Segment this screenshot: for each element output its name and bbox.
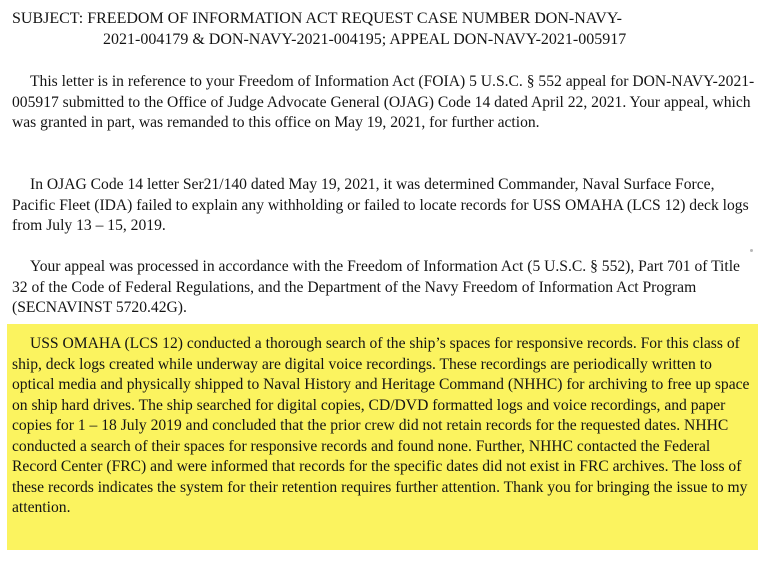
scan-speck — [750, 249, 753, 252]
subject-line-1: SUBJECT: FREEDOM OF INFORMATION ACT REQUEST CASE NUMBER DON-NAVY- — [12, 10, 622, 27]
paragraph-appeal-reference: This letter is in reference to your Freedom of Information Act (FOIA) 5 U.S.C. § 552 appeal for DON-NAVY-2021-005917 submitted to the Office of Judge Advocate General (OJAG) Code 14 dated April 22, 2021. Your appeal, which was granted in part, was remanded to this office on May 19, 2021, for further action. — [12, 73, 755, 131]
paragraph-processing-authority: Your appeal was processed in accordance with the Freedom of Information Act (5 U.S.C. § 552), Part 701 of Title 32 of the Code of Federal Regulations, and the Department of the Navy Freedom of Information Act Program (SECNAVINST 5720.42G). — [12, 258, 740, 316]
subject-line-2: 2021-004179 & DON-NAVY-2021-004195; APPEAL DON-NAVY-2021-005917 — [103, 31, 627, 48]
subject-line — [12, 8, 752, 50]
paragraph-ojag-determination: In OJAG Code 14 letter Ser21/140 dated May 19, 2021, it was determined Commander, Naval Surface Force, Pacific Fleet (IDA) failed to explain any withholding or failed to locate records for USS OMAHA (LCS 12) deck logs from July 13 – 15, 2019. — [12, 176, 749, 234]
paragraph-search-results-highlighted: USS OMAHA (LCS 12) conducted a thorough search of the ship’s spaces for responsive records. For this class of ship, deck logs created while underway are digital voice recordings. These recordings are periodically written to optical media and physically shipped to Naval History and Heritage Command (NHHC) for archiving to free up space on ship hard drives. The ship searched for digital copies, CD/DVD formatted logs and voice recordings, and paper copies for 1 – 18 July 2019 and concluded that the prior crew did not retain records for the requested dates. NHHC conducted a search of their spaces for responsive records and found none. Further, NHHC contacted the Federal Record Center (FRC) and were informed that records for the specific dates did not exist in FRC archives. The loss of these records indicates the system for their retention requires further attention. Thank you for bringing the issue to my attention. — [12, 335, 750, 516]
